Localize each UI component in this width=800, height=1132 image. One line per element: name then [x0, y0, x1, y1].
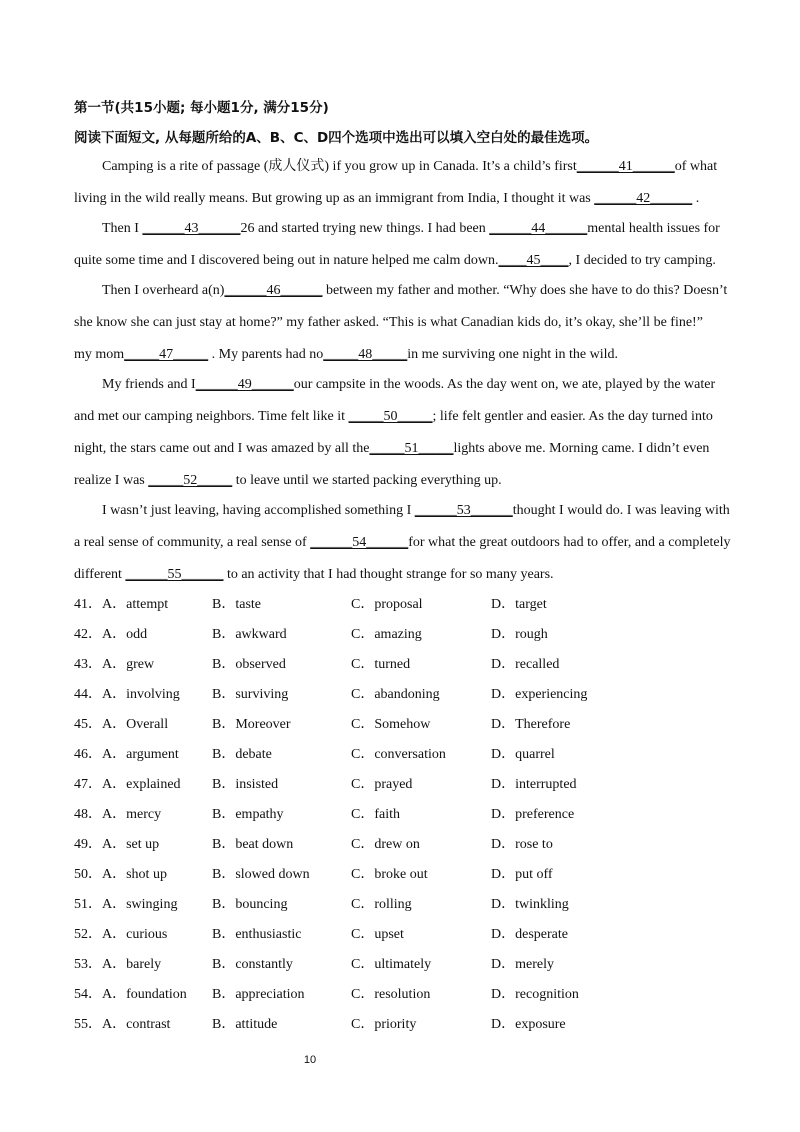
option-a[interactable]: A．odd	[102, 627, 148, 642]
instruction-text: 阅读下面短文, 从每题所给的A、B、C、D四个选项中选出可以填入空白处的最佳选项。	[74, 130, 599, 146]
option-row	[74, 986, 774, 1004]
passage-text: 26 and started trying new things. I had been	[240, 221, 490, 236]
option-d[interactable]: D．target	[491, 597, 547, 612]
question-number-and-option-a	[74, 746, 179, 764]
question-number-and-option-a	[74, 656, 154, 674]
passage-text: in me surviving one night in the wild.	[407, 347, 619, 362]
question-number: 41．	[74, 597, 102, 612]
passage-line	[74, 346, 618, 364]
passage-line	[102, 502, 730, 520]
option-b[interactable]: B．attitude	[212, 1017, 278, 1032]
blank-46: ______46______	[224, 283, 323, 298]
option-d[interactable]: D．desperate	[491, 927, 568, 942]
passage-text: ; life felt gentler and easier. As the day turned into	[432, 409, 713, 424]
passage-text: My friends and I	[102, 377, 196, 392]
option-a[interactable]: A．foundation	[102, 987, 187, 1002]
passage-line	[74, 566, 554, 584]
passage-text: , I decided to try camping.	[568, 253, 716, 268]
option-a[interactable]: A．barely	[102, 957, 162, 972]
passage-text: mental health issues for	[587, 221, 720, 236]
question-number-and-option-a	[74, 716, 168, 734]
option-c[interactable]: C．upset	[351, 927, 404, 942]
option-row	[74, 836, 774, 854]
option-d[interactable]: D．rose to	[491, 837, 553, 852]
option-c[interactable]: C．amazing	[351, 627, 422, 642]
blank-42: ______42______	[594, 191, 693, 206]
passage-text: for what the great outdoors had to offer, and a completely	[408, 535, 731, 550]
passage-text: .	[692, 191, 700, 206]
option-b[interactable]: B．insisted	[212, 777, 279, 792]
option-b[interactable]: B．beat down	[212, 837, 294, 852]
question-number: 53．	[74, 957, 102, 972]
option-c[interactable]: C．conversation	[351, 747, 446, 762]
option-d[interactable]: D．exposure	[491, 1017, 566, 1032]
option-a[interactable]: A．shot up	[102, 867, 167, 882]
passage-text: to an activity that I had thought strange for so many years.	[223, 567, 554, 582]
option-b[interactable]: B．taste	[212, 597, 261, 612]
passage-text: of what	[674, 159, 718, 174]
option-d[interactable]: D．twinkling	[491, 897, 569, 912]
option-b[interactable]: B．enthusiastic	[212, 927, 302, 942]
question-number: 50．	[74, 867, 102, 882]
blank-53: ______53______	[414, 503, 513, 518]
option-row	[74, 686, 774, 704]
option-row	[74, 776, 774, 794]
option-row	[74, 746, 774, 764]
option-a[interactable]: A．grew	[102, 657, 155, 672]
question-number: 46．	[74, 747, 102, 762]
question-number-and-option-a	[74, 986, 187, 1004]
option-row	[74, 1016, 774, 1034]
passage-line	[74, 408, 713, 426]
option-d[interactable]: D．interrupted	[491, 777, 577, 792]
question-number: 51．	[74, 897, 102, 912]
option-d[interactable]: D．preference	[491, 807, 575, 822]
option-b[interactable]: B．awkward	[212, 627, 287, 642]
option-b[interactable]: B．bouncing	[212, 897, 288, 912]
option-c[interactable]: C．drew on	[351, 837, 420, 852]
passage-line	[102, 282, 727, 300]
option-c[interactable]: C．Somehow	[351, 717, 431, 732]
blank-44: ______44______	[489, 221, 588, 236]
option-c[interactable]: C．prayed	[351, 777, 413, 792]
question-number-and-option-a	[74, 896, 177, 914]
passage-line	[74, 314, 703, 332]
option-a[interactable]: A．contrast	[102, 1017, 171, 1032]
option-b[interactable]: B．empathy	[212, 807, 284, 822]
option-a[interactable]: A．involving	[102, 687, 180, 702]
question-number-and-option-a	[74, 596, 168, 614]
question-number: 43．	[74, 657, 102, 672]
option-c[interactable]: C．resolution	[351, 987, 431, 1002]
option-b[interactable]: B．debate	[212, 747, 272, 762]
option-row	[74, 866, 774, 884]
option-row	[74, 926, 774, 944]
option-d[interactable]: D．experiencing	[491, 687, 588, 702]
question-number: 44．	[74, 687, 102, 702]
option-c[interactable]: C．turned	[351, 657, 411, 672]
option-b[interactable]: B．constantly	[212, 957, 293, 972]
passage-text: living in the wild really means. But growing up as an immigrant from India, I thought it was	[74, 191, 595, 206]
option-b[interactable]: B．appreciation	[212, 987, 305, 1002]
option-d[interactable]: D．rough	[491, 627, 548, 642]
blank-50: _____50_____	[348, 409, 433, 424]
passage-text: thought I would do. I was leaving with	[512, 503, 730, 518]
blank-52: _____52_____	[148, 473, 233, 488]
question-number: 54．	[74, 987, 102, 1002]
question-number-and-option-a	[74, 956, 161, 974]
option-row	[74, 896, 774, 914]
option-row	[74, 716, 774, 734]
option-row	[74, 596, 774, 614]
passage-text: between my father and mother. “Why does she have to do this? Doesn’t	[322, 283, 728, 298]
option-d[interactable]: D．recalled	[491, 657, 560, 672]
option-b[interactable]: B．observed	[212, 657, 286, 672]
passage-text: she know she can just stay at home?” my father asked. “This is what Canadian kids do, it’s okay, she’ll be fine!”	[74, 315, 703, 330]
passage-text: to leave until we started packing everything up.	[232, 473, 502, 488]
option-row	[74, 956, 774, 974]
option-c[interactable]: C．ultimately	[351, 957, 432, 972]
passage-line	[74, 534, 730, 552]
passage-line	[102, 376, 715, 394]
passage-text: . My parents had no	[208, 347, 324, 362]
question-number-and-option-a	[74, 866, 167, 884]
option-d[interactable]: D．put off	[491, 867, 553, 882]
question-number-and-option-a	[74, 626, 147, 644]
passage-text: quite some time and I discovered being out in nature helped me calm down.	[74, 253, 499, 268]
blank-47: _____47_____	[124, 347, 209, 362]
option-a[interactable]: A．set up	[102, 837, 160, 852]
option-a[interactable]: A．swinging	[102, 897, 178, 912]
option-c[interactable]: C．priority	[351, 1017, 417, 1032]
passage-line	[102, 220, 720, 238]
question-number: 52．	[74, 927, 102, 942]
blank-43: ______43______	[142, 221, 241, 236]
option-c[interactable]: C．faith	[351, 807, 400, 822]
blank-45: ____45____	[498, 253, 569, 268]
blank-51: _____51_____	[369, 441, 454, 456]
question-number-and-option-a	[74, 686, 180, 704]
question-number: 48．	[74, 807, 102, 822]
option-b[interactable]: B．surviving	[212, 687, 289, 702]
option-b[interactable]: B．Moreover	[212, 717, 291, 732]
blank-55: ______55______	[125, 567, 224, 582]
passage-text: different	[74, 567, 126, 582]
passage-text: and met our camping neighbors. Time felt like it	[74, 409, 349, 424]
option-b[interactable]: B．slowed down	[212, 867, 310, 882]
passage-text: Then I overheard a(n)	[102, 283, 225, 298]
question-number-and-option-a	[74, 1016, 170, 1034]
passage-text: our campsite in the woods. As the day went on, we ate, played by the water	[293, 377, 716, 392]
option-a[interactable]: A．explained	[102, 777, 181, 792]
question-number: 47．	[74, 777, 102, 792]
option-a[interactable]: A．attempt	[102, 597, 169, 612]
passage-line	[102, 158, 717, 176]
option-c[interactable]: C．broke out	[351, 867, 428, 882]
option-d[interactable]: D．merely	[491, 957, 554, 972]
passage-text: Camping is a rite of passage (成人仪式) if you grow up in Canada. It’s a child’s first	[102, 159, 577, 174]
passage-line	[74, 472, 502, 490]
passage-text: Then I	[102, 221, 143, 236]
option-row	[74, 626, 774, 644]
blank-48: _____48_____	[323, 347, 408, 362]
question-number: 55．	[74, 1017, 102, 1032]
question-number-and-option-a	[74, 776, 181, 794]
passage-text: my mom	[74, 347, 125, 362]
question-number-and-option-a	[74, 836, 159, 854]
option-a[interactable]: A．mercy	[102, 807, 162, 822]
question-number: 42．	[74, 627, 102, 642]
option-a[interactable]: A．Overall	[102, 717, 169, 732]
blank-49: ______49______	[195, 377, 294, 392]
passage-text: I wasn’t just leaving, having accomplished something I	[102, 503, 415, 518]
page-number: 10	[303, 1054, 317, 1066]
option-row	[74, 656, 774, 674]
question-number-and-option-a	[74, 806, 161, 824]
option-row	[74, 806, 774, 824]
question-number-and-option-a	[74, 926, 167, 944]
option-d[interactable]: D．quarrel	[491, 747, 555, 762]
option-a[interactable]: A．argument	[102, 747, 179, 762]
blank-54: ______54______	[310, 535, 409, 550]
option-c[interactable]: C．rolling	[351, 897, 412, 912]
option-d[interactable]: D．Therefore	[491, 717, 571, 732]
passage-text: night, the stars came out and I was amazed by all the	[74, 441, 370, 456]
passage-text: realize I was	[74, 473, 149, 488]
option-d[interactable]: D．recognition	[491, 987, 579, 1002]
question-number: 45．	[74, 717, 102, 732]
option-c[interactable]: C．abandoning	[351, 687, 440, 702]
passage-line	[74, 190, 699, 208]
question-number: 49．	[74, 837, 102, 852]
blank-41: ______41______	[576, 159, 675, 174]
passage-text: a real sense of community, a real sense of	[74, 535, 311, 550]
passage-line	[74, 440, 709, 458]
option-c[interactable]: C．proposal	[351, 597, 423, 612]
section-title: 第一节(共15小题; 每小题1分, 满分15分)	[74, 100, 329, 116]
passage-text: lights above me. Morning came. I didn’t even	[453, 441, 710, 456]
option-a[interactable]: A．curious	[102, 927, 168, 942]
passage-line	[74, 252, 716, 270]
